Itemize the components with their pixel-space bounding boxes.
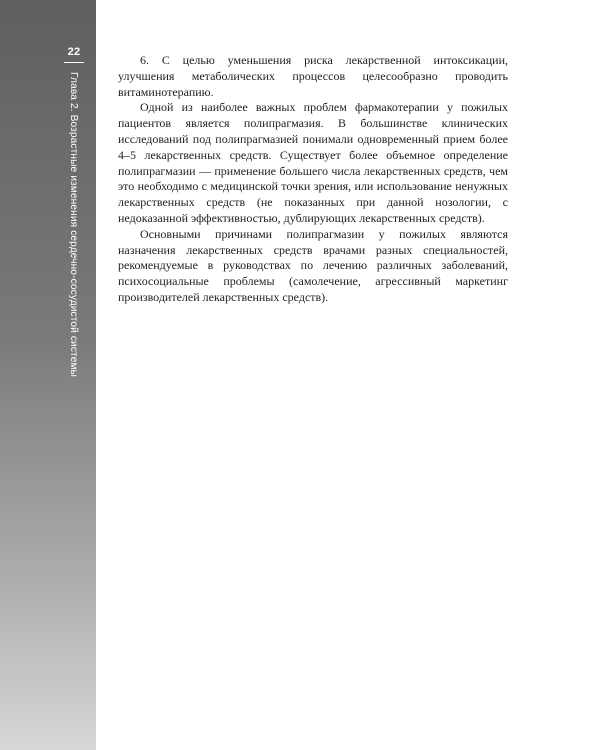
chapter-title: Глава 2. Возрастные изменения сердечно-сосудистой системы xyxy=(68,72,80,377)
chapter-sidebar xyxy=(0,0,96,750)
page-number-divider xyxy=(64,62,84,63)
paragraph-polypharmacy-causes: Основными причинами полипрагмазии у пожилых являются назначения лекарственных средств врачами разных специальностей, рекомендуемые в руководствах по лечению различных заболеваний, психосоциальные проблемы (самолечение, агрессивный маркетинг производителей лекарственных средств). xyxy=(118,226,508,304)
paragraph-polypharmacy-definition: Одной из наиболее важных проблем фармакотерапии у пожилых пациентов является полипрагмазия. В большинстве клинических исследований под полипрагмазией понимали одновременный прием более 4–5 лекарственных средств. Существует более объемное определение полипрагмазии — применение большего числа лекарственных средств, чем это необходимо с медицинской точки зрения, или использование ненужных лекарственных средств (не показанных при данной нозологии, с недоказанной эффективностью, дублирующих лекарственных средств). xyxy=(118,100,508,225)
page-number: 22 xyxy=(67,46,81,58)
paragraph-vitamin-therapy: 6. С целью уменьшения риска лекарственной интоксикации, улучшения метаболических процессов целесообразно проводить витаминотерапию. xyxy=(118,53,508,99)
body-text xyxy=(118,53,508,306)
